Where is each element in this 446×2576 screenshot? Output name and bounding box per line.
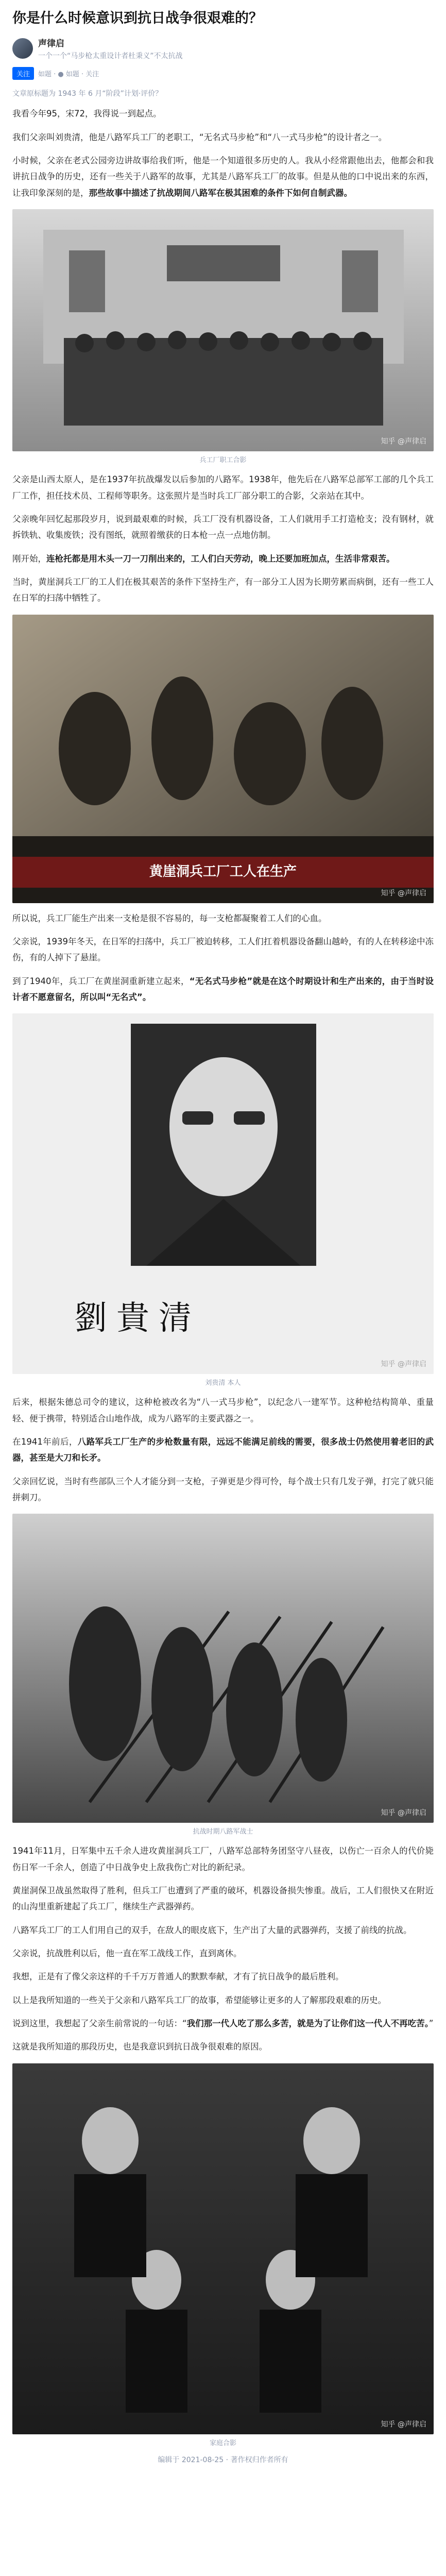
paragraph-text: 到了1940年，兵工厂在黄崖洞重新建立起来， bbox=[12, 976, 190, 986]
article-footer: 编辑于 2021-08-25 · 著作权归作者所有 bbox=[158, 2455, 288, 2464]
article-meta: 文章原标题为 1943 年 6 月“阶段”计划·评价？ bbox=[12, 90, 163, 98]
paragraph bbox=[12, 973, 434, 1006]
figure-caption: 家庭合影 bbox=[209, 2439, 236, 2447]
paragraph: 我想，正是有了像父亲这样的千千万万普通人的默默奉献，才有了抗日战争的最后胜利。 bbox=[12, 1972, 344, 1982]
paragraph: 父亲说，1939年冬天，在日军的扫荡中，兵工厂被迫转移，工人们扛着机器设备翻山越岭，有的人在转移途中冻伤，有的人掉下了悬崖。 bbox=[12, 936, 434, 963]
watermark: 知乎 @声律启 bbox=[381, 2420, 426, 2429]
paragraph-text: 刚开始， bbox=[12, 553, 46, 564]
paragraph: 八路军兵工厂的工人们用自己的双手，在敌人的眼皮底下，生产出了大量的武器弹药，支援了前线的抗战。 bbox=[12, 1925, 412, 1935]
figure-portrait[interactable] bbox=[12, 1013, 434, 1374]
watermark: 知乎 @声律启 bbox=[381, 1809, 426, 1818]
paragraph: 所以说，兵工厂能生产出来一支枪是很不容易的，每一支枪都凝聚着工人们的心血。 bbox=[12, 913, 327, 923]
paragraph: 以上是我所知道的一些关于父亲和八路军兵工厂的故事，希望能够让更多的人了解那段艰难的历史。 bbox=[12, 1995, 386, 2005]
paragraph bbox=[12, 152, 434, 201]
photo-overlay-title: 黄崖洞兵工厂工人在生产 bbox=[149, 863, 297, 879]
watermark: 知乎 @声律启 bbox=[381, 1360, 426, 1369]
paragraph-bold: 那些故事中描述了抗战期间八路军在极其困难的条件下如何自制武器。 bbox=[89, 188, 352, 198]
soldiers-photo-image bbox=[12, 1514, 434, 1823]
follow-row bbox=[12, 67, 434, 80]
question-title[interactable]: 你是什么时候意识到抗日战争很艰难的？ bbox=[12, 10, 263, 26]
paragraph bbox=[12, 2015, 434, 2031]
paragraph: 当时，黄崖洞兵工厂的工人们在极其艰苦的条件下坚持生产，有一部分工人因为长期劳累而病倒，还有一些工人在日军的扫荡中牺牲了。 bbox=[12, 577, 434, 603]
author-meta bbox=[38, 36, 183, 61]
figure-group-photo[interactable] bbox=[12, 209, 434, 451]
follow-button[interactable]: 关注 bbox=[12, 67, 34, 80]
portrait-signature: 劉貴清 bbox=[74, 1299, 201, 1338]
paragraph: 我们父亲叫刘贵清，他是八路军兵工厂的老职工，“无名式马步枪”和“八一式马步枪”的设计者之一。 bbox=[12, 132, 387, 142]
paragraph-bold: 连枪托都是用木头一刀一刀削出来的，工人们白天劳动，晚上还要加班加点，生活非常艰苦。 bbox=[46, 553, 395, 564]
figure-soldiers-photo[interactable] bbox=[12, 1514, 434, 1823]
paragraph-text: 说到这里，我想起了父亲生前常说的一句话：“ bbox=[12, 2019, 187, 2029]
paragraph: 父亲回忆说，当时有些部队三个人才能分到一支枪，子弹更是少得可怜，每个战士只有几发子弹，打完了就只能拼刺刀。 bbox=[12, 1476, 434, 1502]
figure-caption: 刘贵清 本人 bbox=[205, 1379, 241, 1387]
paragraph-bold: 八路军兵工厂生产的步枪数量有限，远远不能满足前线的需要，很多战士仍然使用着老旧的武器，甚至是大刀和长矛。 bbox=[12, 1436, 434, 1463]
author-bio: 一个一个“马步枪太重设计者杜秉义”不太抗战 bbox=[38, 52, 183, 61]
paragraph: 父亲是山西太原人，是在1937年抗战爆发以后参加的八路军。1938年，他先后在八路军总部军工部的几个兵工厂工作，担任技术员、工程师等职务。这张照片是当时兵工厂部分职工的合影，父亲站在其中。 bbox=[12, 474, 434, 501]
author-avatar[interactable] bbox=[12, 38, 33, 59]
paragraph: 后来，根据朱德总司令的建议，这种枪被改名为“八一式马步枪”，以纪念八一建军节。这种枪结构简单、重量轻、便于携带，特别适合山地作战，成为八路军的主要武器之一。 bbox=[12, 1397, 434, 1423]
figure-family-photo[interactable] bbox=[12, 2063, 434, 2434]
paragraph-bold: “无名式马步枪”就是在这个时期设计和生产出来的，由于当时设计者不愿意留名，所以叫“无名式”。 bbox=[12, 976, 434, 1002]
family-photo-image bbox=[12, 2063, 434, 2434]
paragraph-text: 小时候，父亲在老式公园旁边讲故事给我们听，他是一个知道很多历史的人。我从小经常跟他出去，他都会和我讲抗日战争的历史，还有一些关于八路军的故事，尤其是八路军兵工厂的故事。但是从他的口中说出来的东西，让我印象深刻的是， bbox=[12, 156, 434, 198]
paragraph: 黄崖洞保卫战虽然取得了胜利，但兵工厂也遭到了严重的破坏，机器设备损失惨重。战后，工人们很快又在附近的山沟里重新建起了兵工厂，继续生产武器弹药。 bbox=[12, 1886, 434, 1912]
group-photo-image bbox=[12, 209, 434, 451]
figure-caption: 兵工厂职工合影 bbox=[199, 456, 247, 465]
paragraph: 我看今年95，宋72，我得说一到起点。 bbox=[12, 109, 162, 119]
paragraph bbox=[12, 1434, 434, 1466]
paragraph-bold: 我们那一代人吃了那么多苦，就是为了让你们这一代人不再吃苦。 bbox=[186, 2019, 429, 2029]
author-row bbox=[12, 36, 434, 61]
paragraph: 这就是我所知道的那段历史，也是我意识到抗日战争很艰难的原因。 bbox=[12, 2042, 267, 2052]
paragraph: 1941年11月，日军集中五千余人进攻黄崖洞兵工厂，八路军总部特务团坚守八昼夜，以伤亡一百余人的代价毙伤日军一千余人，创造了中日战争史上敌我伤亡对比的新纪录。 bbox=[12, 1846, 434, 1872]
paragraph-text: ” bbox=[428, 2019, 434, 2029]
workers-photo-image bbox=[12, 615, 434, 903]
author-name[interactable]: 声律启 bbox=[38, 39, 64, 49]
figure-workers-photo[interactable] bbox=[12, 615, 434, 903]
watermark: 知乎 @声律启 bbox=[381, 437, 426, 446]
figure-caption: 抗战时期八路军战士 bbox=[193, 1828, 253, 1836]
follow-text: 如题 · ● 如题 · 关注 bbox=[38, 71, 99, 79]
paragraph-text: 在1941年前后， bbox=[12, 1436, 78, 1447]
paragraph bbox=[12, 551, 434, 567]
paragraph: 父亲说，抗战胜利以后，他一直在军工战线工作，直到离休。 bbox=[12, 1948, 242, 1959]
paragraph: 父亲晚年回忆起那段岁月，说到最艰难的时候，兵工厂没有机器设备，工人们就用手工打造枪支；没有钢材，就拆铁轨、收集废铁；没有图纸，就照着缴获的日本枪一点一点地仿制。 bbox=[12, 514, 434, 540]
watermark: 知乎 @声律启 bbox=[381, 889, 426, 897]
